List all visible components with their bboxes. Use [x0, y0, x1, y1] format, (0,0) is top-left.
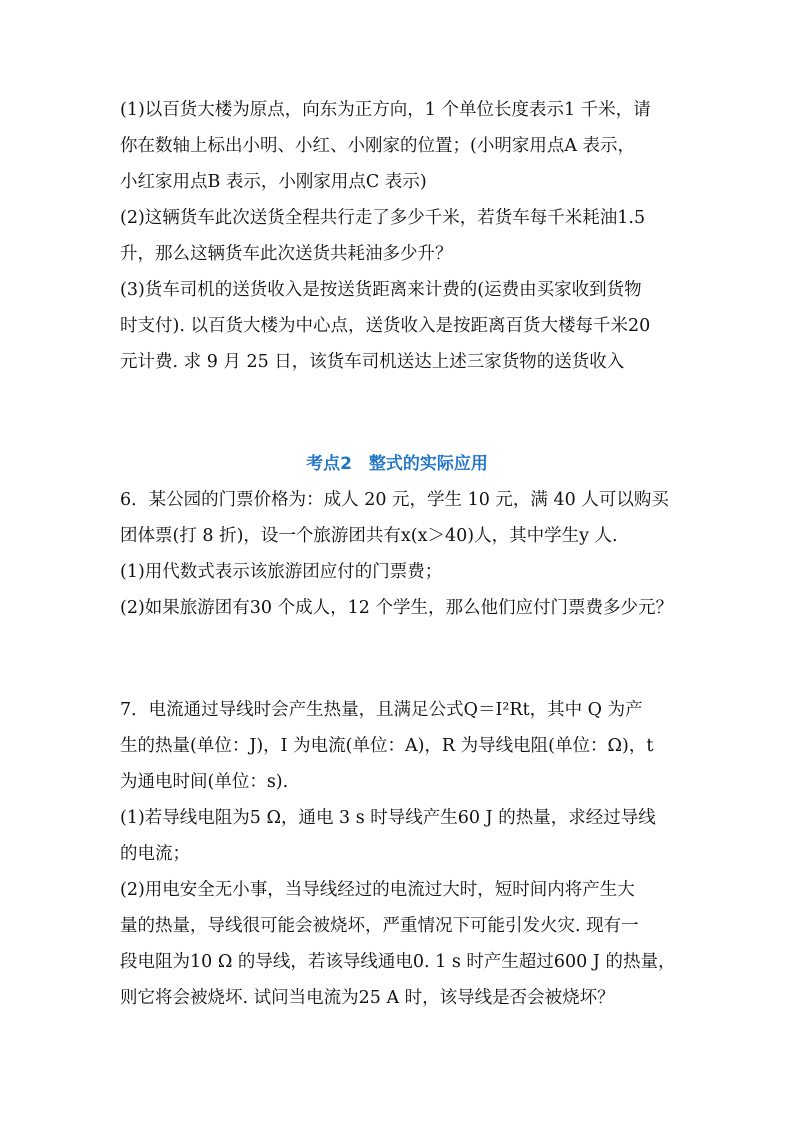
q7-line-3: 为通电时间(单位：s).	[120, 772, 289, 792]
q5-line-6: (3)货车司机的送货收入是按送货距离来计费的(运费由买家收到货物	[120, 280, 642, 300]
q7-line-7: 量的热量，导线很可能会被烧坏，严重情况下可能引发火灾. 现有一	[120, 916, 639, 936]
q5-line-1: (1)以百货大楼为原点，向东为正方向，1 个单位长度表示1 千米，请	[120, 100, 651, 120]
q7-line-6: (2)用电安全无小事，当导线经过的电流过大时，短时间内将产生大	[120, 880, 635, 900]
q6-line-1: 6．某公园的门票价格为：成人 20 元，学生 10 元，满 40 人可以购买	[120, 490, 669, 510]
q6-line-4: (2)如果旅游团有30 个成人，12 个学生，那么他们应付门票费多少元？	[120, 598, 673, 618]
section-heading: 考点2 整式的实际应用	[306, 454, 488, 474]
q7-line-4: (1)若导线电阻为5 Ω，通电 3 s 时导线产生60 J 的热量，求经过导线	[120, 808, 656, 828]
q7-line-9: 则它将会被烧坏. 试问当电流为25 A 时，该导线是否会被烧坏？	[120, 988, 615, 1008]
q5-line-7: 时支付). 以百货大楼为中心点，送货收入是按距离百货大楼每千米20	[120, 316, 651, 336]
q7-line-8: 段电阻为10 Ω 的导线，若该导线通电0. 1 s 时产生超过600 J 的热量，	[120, 952, 676, 972]
q7-line-2: 生的热量(单位：J)，I 为电流(单位：A)，R 为导线电阻(单位：Ω)，t	[120, 736, 654, 756]
q5-line-8: 元计费. 求 9 月 25 日，该货车司机送达上述三家货物的送货收入	[120, 352, 625, 372]
q5-line-4: (2)这辆货车此次送货全程共行走了多少千米，若货车每千米耗油1.5	[120, 208, 646, 228]
q6-line-3: (1)用代数式表示该旅游团应付的门票费；	[120, 562, 443, 582]
q5-line-2: 你在数轴上标出小明、小红、小刚家的位置；(小明家用点A 表示，	[120, 136, 636, 156]
q7-line-1: 7．电流通过导线时会产生热量，且满足公式Q＝I²Rt，其中 Q 为产	[120, 700, 643, 720]
q7-line-5: 的电流；	[120, 844, 190, 864]
q5-line-5: 升，那么这辆货车此次送货共耗油多少升？	[120, 244, 453, 264]
q5-line-3: 小红家用点B 表示，小刚家用点C 表示)	[120, 172, 427, 192]
q6-line-2: 团体票(打 8 折)，设一个旅游团共有x(x＞40)人，其中学生y 人.	[120, 526, 618, 546]
